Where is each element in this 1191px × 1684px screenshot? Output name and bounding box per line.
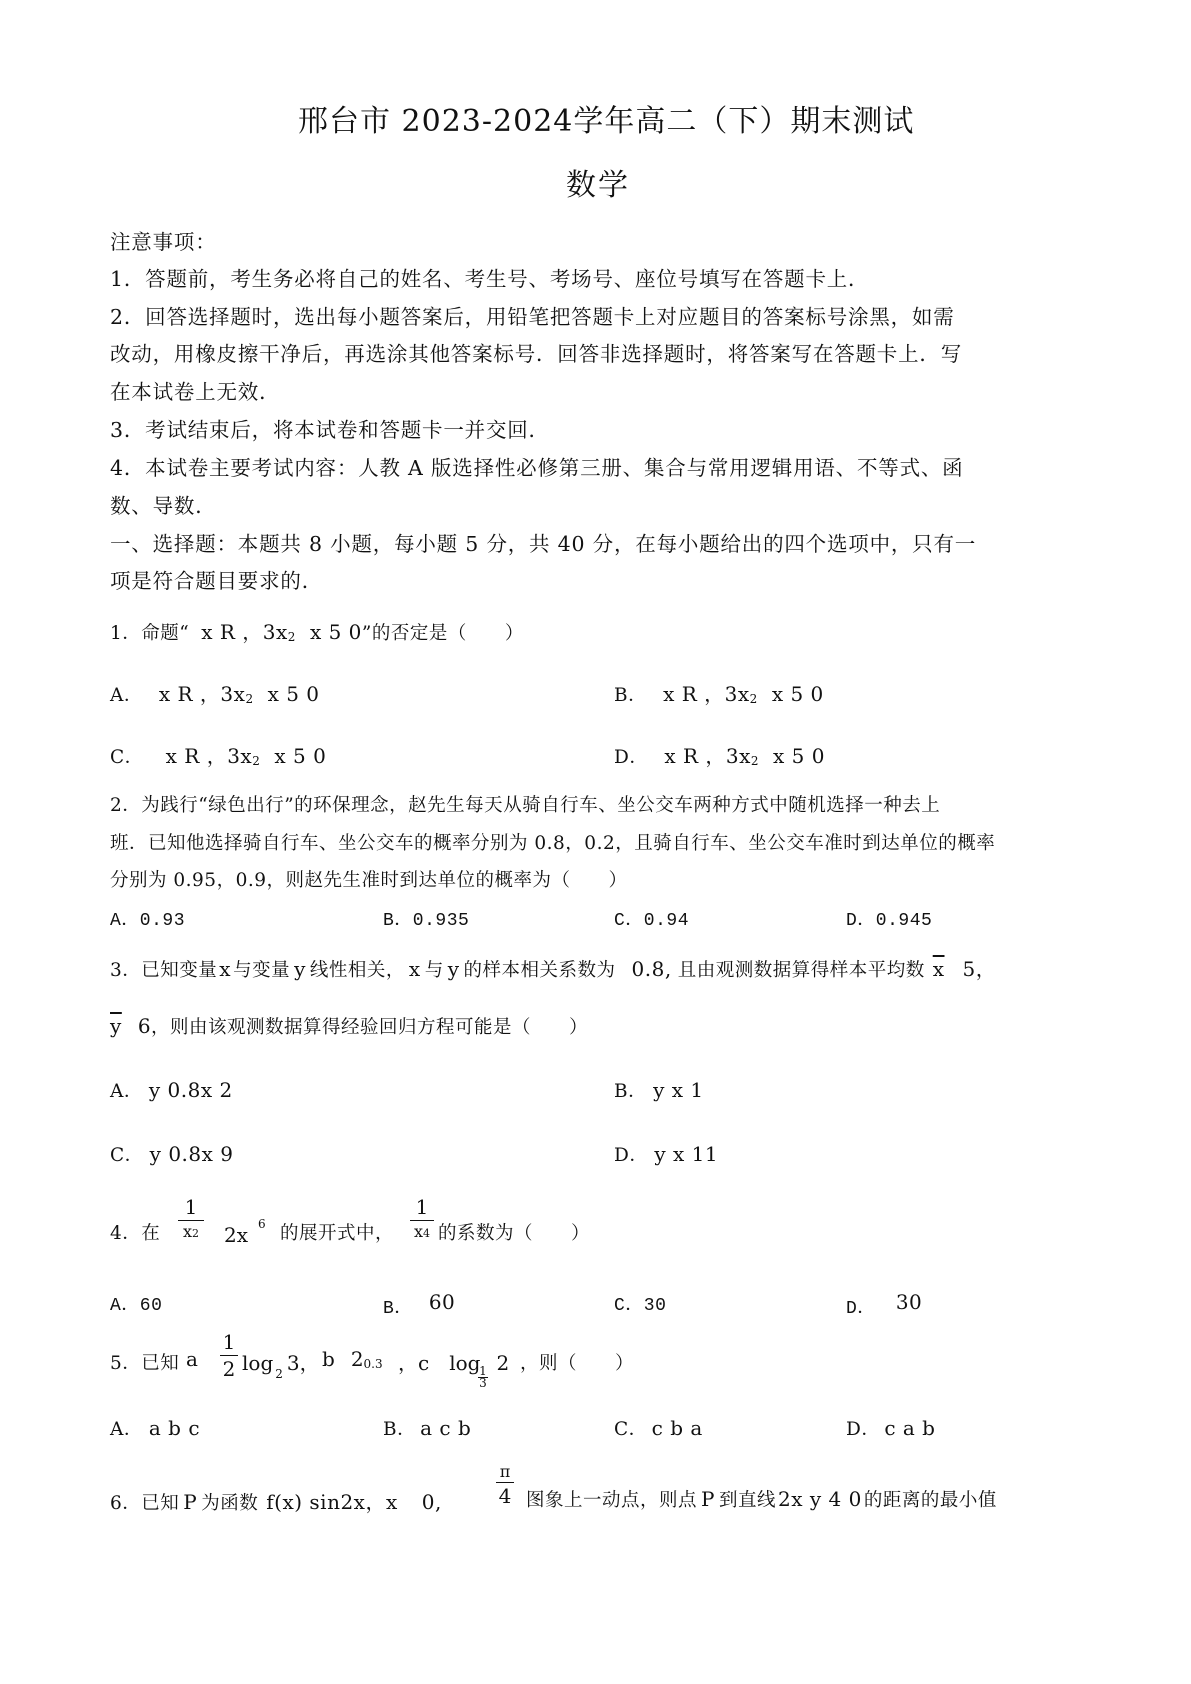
subject-title: 数学 bbox=[566, 168, 630, 203]
question-5-prefix: 5．已知 bbox=[110, 1353, 180, 1374]
question-1-stem: 1．命题“ x R ，3x2 x 5 0”的否定是（ ） bbox=[110, 620, 524, 644]
question-3-option-a: A． y 0.8x 2 bbox=[110, 1078, 233, 1102]
question-5-option-d: D． c a b bbox=[846, 1416, 936, 1440]
question-2-option-a: A．0.93 bbox=[110, 911, 186, 931]
question-4-prefix: 4．在 bbox=[110, 1223, 161, 1244]
question-2-option-b: B．0.935 bbox=[383, 911, 470, 931]
notice-item-4-line-2: 数、导数． bbox=[110, 494, 217, 518]
question-2-line-1: 2．为践行“绿色出行”的环保理念，赵先生每天从骑自行车、坐公交车两种方式中随机选择一种去上 bbox=[110, 795, 941, 816]
question-5-var-c: ，c log 2 bbox=[398, 1351, 510, 1375]
question-5-option-a: A． a b c bbox=[110, 1416, 201, 1440]
question-3-option-c: C． y 0.8x 9 bbox=[110, 1142, 234, 1166]
question-4-suffix: 的系数为（ ） bbox=[438, 1223, 591, 1244]
question-5-var-a: a bbox=[186, 1347, 198, 1371]
question-5-fraction-half: 1 2 bbox=[220, 1330, 238, 1381]
question-4-option-a: A．60 bbox=[110, 1296, 163, 1316]
question-5-suffix: ，则（ ） bbox=[520, 1353, 635, 1374]
question-3-option-d: D． y x 11 bbox=[614, 1142, 719, 1166]
notice-item-2-line-1: 2．回答选择题时，选出每小题答案后，用铅笔把答题卡上对应题目的答案标号涂黑，如需 bbox=[110, 305, 955, 329]
notice-heading: 注意事项： bbox=[110, 230, 217, 254]
question-5-option-c: C． c b a bbox=[614, 1416, 703, 1440]
question-3-option-b: B． y x 1 bbox=[614, 1078, 704, 1102]
question-3-line-1: 3．已知变量 x 与变量 y 线性相关， x 与 y 的样本相关系数为 0.8, 且由观测数据算得样本平均数 $\overline{x}$ 5， bbox=[110, 957, 997, 981]
question-1-option-a: A． x R ，3x2 x 5 0 bbox=[110, 682, 320, 706]
section-1-line-2: 项是符合题目要求的． bbox=[110, 569, 323, 593]
question-2-option-c: C．0.94 bbox=[614, 911, 690, 931]
notice-item-2-line-3: 在本试卷上无效． bbox=[110, 380, 281, 404]
question-3-line-2: $\overline{y}$ 6，则由该观测数据算得经验回归方程可能是（ ） bbox=[110, 1014, 589, 1038]
question-4-fraction-2: 1 x4 bbox=[410, 1195, 434, 1241]
question-4-fraction-1: 1 x2 bbox=[178, 1195, 204, 1241]
question-6-rest: 图象上一动点，则点 P 到直线 2x y 4 0 的距离的最小值 bbox=[526, 1487, 997, 1511]
question-4-binomial-term: 2x $^6$ bbox=[224, 1217, 266, 1247]
question-4-middle: 的展开式中， bbox=[280, 1223, 395, 1244]
notice-item-4-line-1: 4．本试卷主要考试内容：人教 A 版选择性必修第三册、集合与常用逻辑用语、不等式、函 bbox=[110, 456, 964, 480]
question-4-option-c: C．30 bbox=[614, 1296, 667, 1316]
question-5-var-b: b 20.3 bbox=[322, 1347, 383, 1371]
notice-item-2-line-2: 改动，用橡皮擦干净后，再选涂其他答案标号．回答非选择题时，将答案写在答题卡上．写 bbox=[110, 342, 962, 366]
question-1-option-c: C． x R ，3x2 x 5 0 bbox=[110, 744, 327, 768]
question-1-option-d: D． x R ，3x2 x 5 0 bbox=[614, 744, 825, 768]
question-2-line-2: 班．已知他选择骑自行车、坐公交车的概率分别为 0.8，0.2，且骑自行车、坐公交车准时到达单位的概率 bbox=[110, 833, 996, 854]
question-5-log-base-fraction: 1 3 bbox=[479, 1364, 487, 1390]
question-4-option-d: D． 30 bbox=[846, 1290, 923, 1319]
question-6-fraction-pi-4: π 4 bbox=[496, 1462, 514, 1508]
question-5-log-a: log $_2$ 3， bbox=[242, 1351, 320, 1381]
question-6-prefix: 6．已知 P 为函数 f(x) sin2x，x 0, bbox=[110, 1490, 442, 1514]
notice-item-1: 1．答题前，考生务必将自己的姓名、考生号、考场号、座位号填写在答题卡上． bbox=[110, 267, 870, 291]
question-4-option-b: B． 60 bbox=[383, 1290, 456, 1319]
page-title: 邢台市 2023-2024学年高二（下）期末测试 bbox=[298, 104, 915, 139]
question-1-option-b: B． x R ，3x2 x 5 0 bbox=[614, 682, 824, 706]
notice-item-3: 3．考试结束后，将本试卷和答题卡一并交回． bbox=[110, 418, 550, 442]
question-2-option-d: D．0.945 bbox=[846, 911, 933, 931]
question-2-line-3: 分别为 0.95，0.9，则赵先生准时到达单位的概率为（ ） bbox=[110, 870, 628, 891]
section-1-line-1: 一、选择题：本题共 8 小题，每小题 5 分，共 40 分，在每小题给出的四个选项中，只有一 bbox=[110, 532, 977, 556]
question-5-option-b: B． a c b bbox=[383, 1416, 472, 1440]
